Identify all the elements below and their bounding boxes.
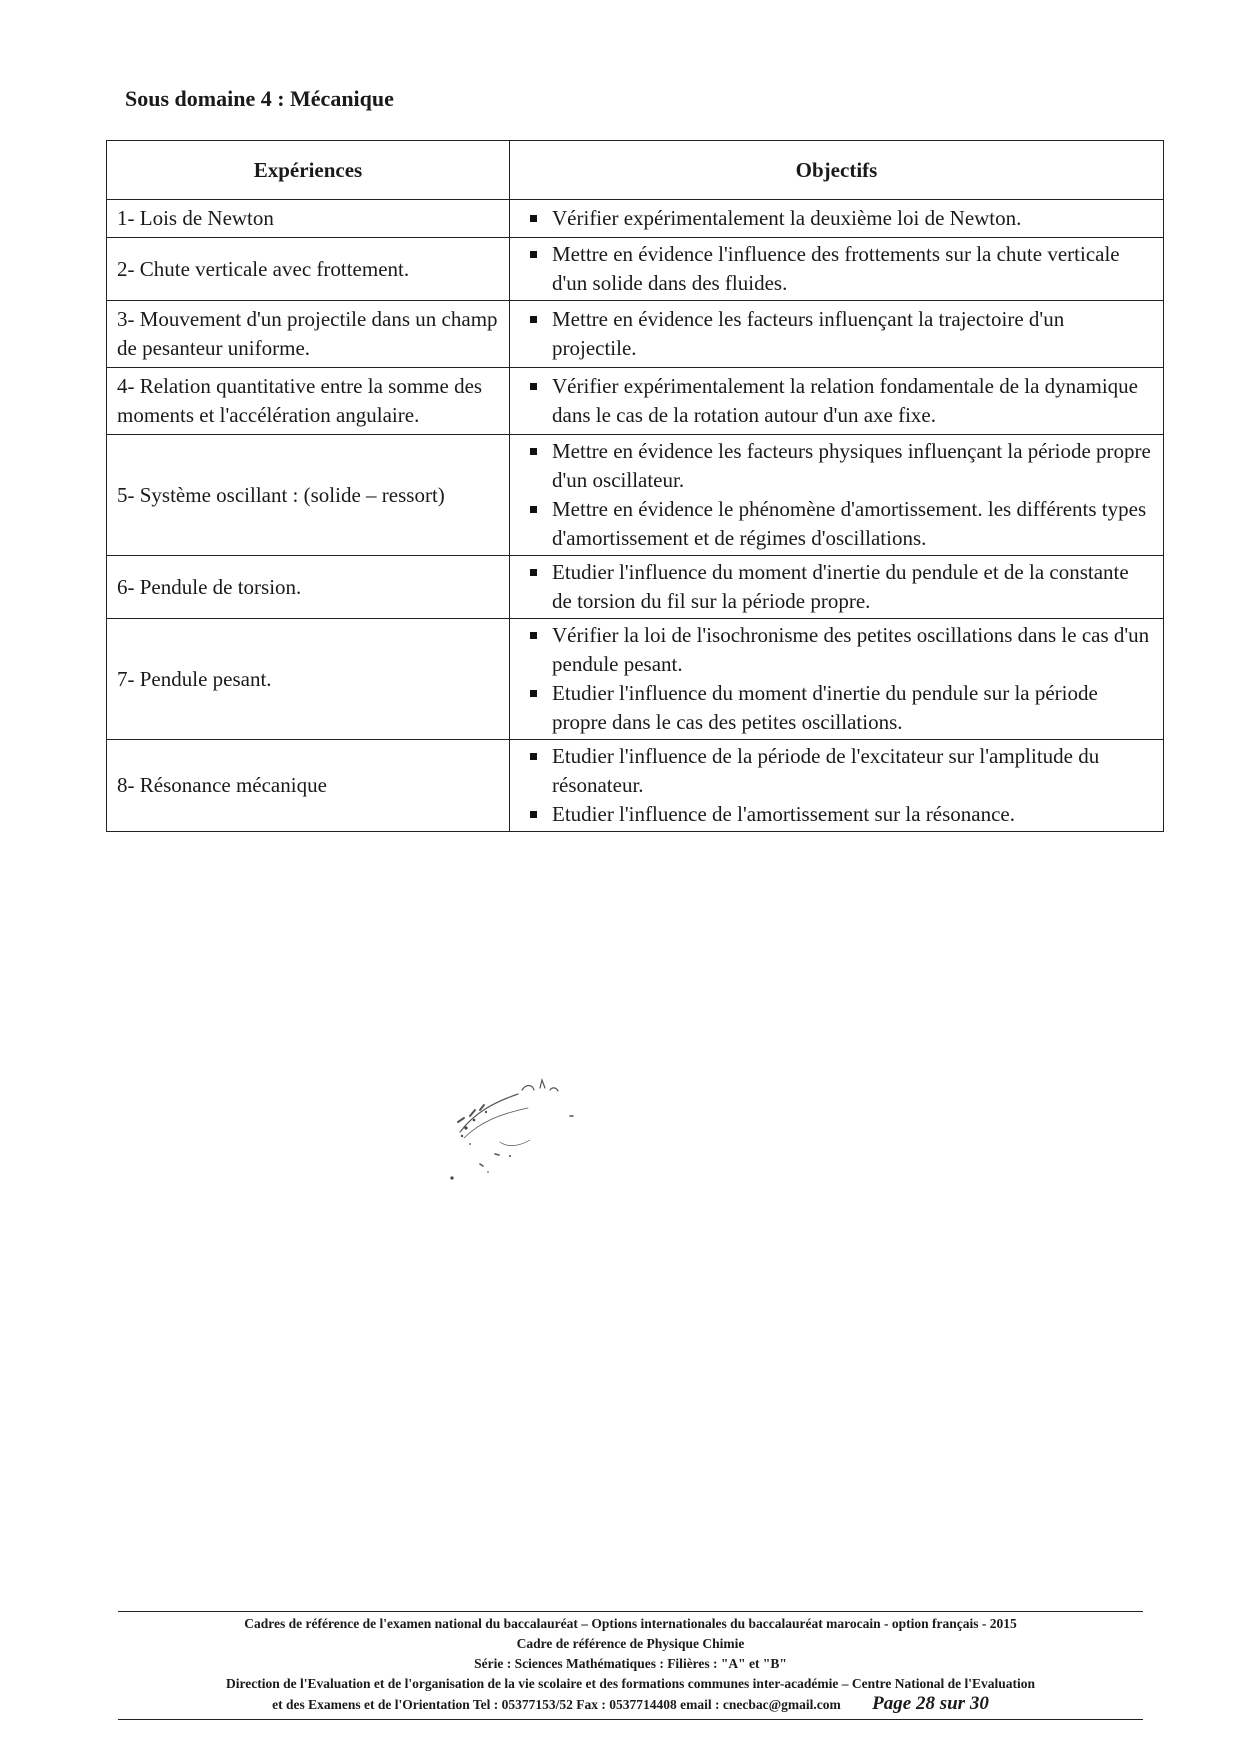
- experience-cell: 1- Lois de Newton: [107, 200, 510, 238]
- table-row: [107, 435, 1164, 556]
- objectives-list: [528, 742, 1151, 829]
- objective-item: Mettre en évidence les facteurs physiques influençant la période propre d'un oscillateur.: [528, 437, 1151, 495]
- experience-cell: 3- Mouvement d'un projectile dans un champ de pesanteur uniforme.: [107, 301, 510, 368]
- objectives-list: [528, 305, 1151, 363]
- objective-item: Etudier l'influence de l'amortissement sur la résonance.: [528, 800, 1151, 829]
- objectives-list: [528, 621, 1151, 737]
- objective-item: Etudier l'influence du moment d'inertie du pendule et de la constante de torsion du fil sur la période propre.: [528, 558, 1151, 616]
- objectives-cell: [510, 556, 1164, 619]
- header-experiences: Expériences: [107, 141, 510, 200]
- objectives-cell: [510, 301, 1164, 368]
- objectives-list: [528, 558, 1151, 616]
- objectives-list: [528, 240, 1151, 298]
- experience-cell: 8- Résonance mécanique: [107, 740, 510, 832]
- footer-line-3: Série : Sciences Mathématiques : Filières : "A" et "B": [474, 1656, 787, 1671]
- footer-line-5: et des Examens et de l'Orientation Tel : 05377153/52 Fax : 0537714408 email : cnecbac@gmail.com: [272, 1697, 841, 1712]
- experience-cell: 7- Pendule pesant.: [107, 619, 510, 740]
- objectives-cell: [510, 368, 1164, 435]
- section-heading: Sous domaine 4 : Mécanique: [125, 86, 394, 111]
- objective-item: Mettre en évidence l'influence des frottements sur la chute verticale d'un solide dans des fluides.: [528, 240, 1151, 298]
- objectives-cell: [510, 435, 1164, 556]
- objectives-list: [528, 204, 1151, 233]
- table-row: [107, 368, 1164, 435]
- experiments-table: [106, 140, 1164, 832]
- footer-line-2: Cadre de référence de Physique Chimie: [516, 1636, 745, 1651]
- experience-cell: 6- Pendule de torsion.: [107, 556, 510, 619]
- table-row: [107, 619, 1164, 740]
- experience-cell: 2- Chute verticale avec frottement.: [107, 238, 510, 301]
- objectives-cell: [510, 238, 1164, 301]
- table-row: [107, 238, 1164, 301]
- table-header-row: [107, 141, 1164, 200]
- objective-item: Mettre en évidence le phénomène d'amortissement. les différents types d'amortissement et de régimes d'oscillations.: [528, 495, 1151, 553]
- objectives-list: [528, 372, 1151, 430]
- objectives-cell: [510, 200, 1164, 238]
- page-number: Page 28 sur 30: [872, 1693, 989, 1714]
- objective-item: Etudier l'influence de la période de l'excitateur sur l'amplitude du résonateur.: [528, 742, 1151, 800]
- objective-item: Vérifier expérimentalement la deuxième loi de Newton.: [528, 204, 1151, 233]
- objectives-list: [528, 437, 1151, 553]
- objective-item: Vérifier la loi de l'isochronisme des petites oscillations dans le cas d'un pendule pesant.: [528, 621, 1151, 679]
- footer-line-1: Cadres de référence de l'examen national du baccalauréat – Options internationales du baccalauréat marocain - option français - 2015: [244, 1616, 1017, 1631]
- table-row: [107, 556, 1164, 619]
- experience-cell: 4- Relation quantitative entre la somme des moments et l'accélération angulaire.: [107, 368, 510, 435]
- objective-item: Mettre en évidence les facteurs influençant la trajectoire d'un projectile.: [528, 305, 1151, 363]
- footer-line-4: Direction de l'Evaluation et de l'organisation de la vie scolaire et des formations communes inter-académie – Centre National de l'Evaluation: [225, 1676, 1036, 1691]
- table-row: [107, 740, 1164, 832]
- page-footer: [118, 1611, 1143, 1720]
- table-row: [107, 200, 1164, 238]
- signature-stamp: [440, 1072, 620, 1192]
- objective-item: Vérifier expérimentalement la relation fondamentale de la dynamique dans le cas de la rotation autour d'un axe fixe.: [528, 372, 1151, 430]
- header-objectifs: Objectifs: [510, 141, 1164, 200]
- experience-cell: 5- Système oscillant : (solide – ressort): [107, 435, 510, 556]
- objective-item: Etudier l'influence du moment d'inertie du pendule sur la période propre dans le cas des petites oscillations.: [528, 679, 1151, 737]
- table-row: [107, 301, 1164, 368]
- objectives-cell: [510, 619, 1164, 740]
- objectives-cell: [510, 740, 1164, 832]
